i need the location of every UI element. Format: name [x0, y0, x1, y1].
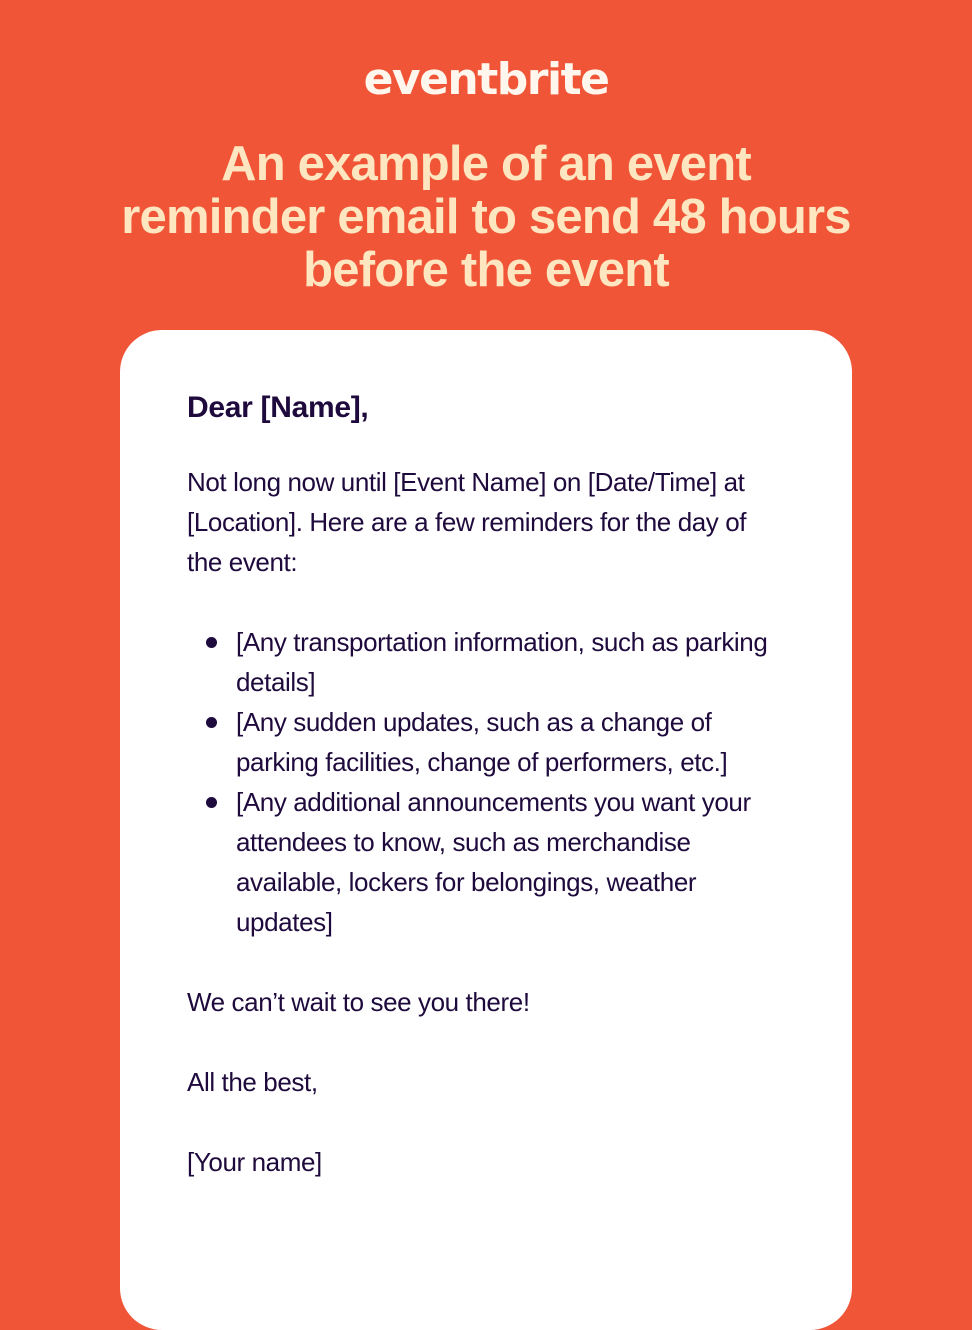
list-item — [236, 782, 787, 942]
list-item-text: [Any sudden updates, such as a change of parking facilities, change of performers, etc.] — [236, 707, 728, 777]
list-item — [236, 622, 787, 702]
reminder-list — [187, 622, 787, 942]
list-item-text: [Any additional announcements you want your attendees to know, such as merchandise available, lockers for belongings, weather updates] — [236, 787, 751, 937]
email-signoff: All the best, — [187, 1067, 318, 1097]
email-greeting: Dear [Name], — [187, 391, 369, 424]
email-body — [187, 388, 787, 1222]
eventbrite-logo: eventbrite — [363, 54, 609, 105]
email-signature: [Your name] — [187, 1147, 322, 1177]
list-item — [236, 702, 787, 782]
email-intro: Not long now until [Event Name] on [Date/Time] at [Location]. Here are a few reminders for the day of the event: — [187, 467, 747, 577]
email-closing-line: We can’t wait to see you there! — [187, 987, 530, 1017]
bullet-icon — [206, 637, 217, 648]
bullet-icon — [206, 717, 217, 728]
email-template-card — [120, 330, 852, 1330]
list-item-text: [Any transportation information, such as parking details] — [236, 627, 768, 697]
page-headline: An example of an event reminder email to send 48 hours before the event — [121, 137, 851, 297]
bullet-icon — [206, 797, 217, 808]
